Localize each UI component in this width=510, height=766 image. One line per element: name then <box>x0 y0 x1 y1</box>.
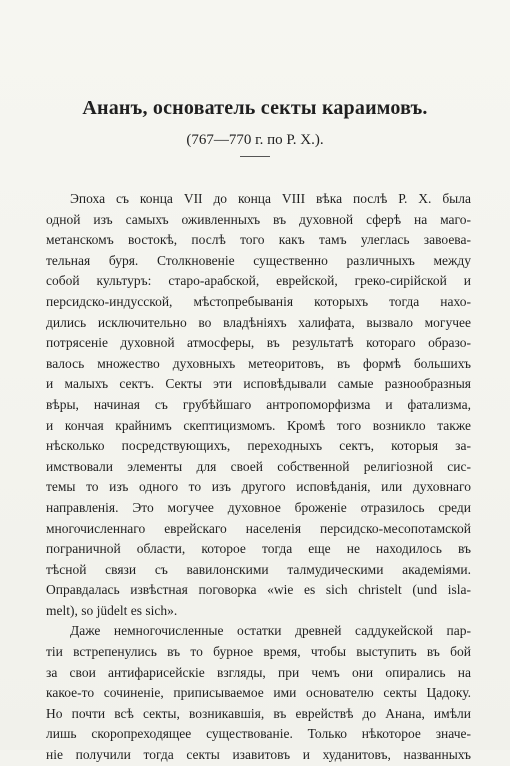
text-line: Оправдалась извѣстная поговорка «wie es sich christelt (und isla- <box>46 582 471 598</box>
section-divider <box>240 156 270 157</box>
text-line: собой культуръ: старо-арабской, еврейской, греко-сирійской и <box>46 273 471 289</box>
text-line: нѣсколько посредствующихъ, переходныхъ сектъ, которыя за- <box>46 438 471 454</box>
text-line: тіи встрепенулись въ то бурное время, чтобы выступить въ бой <box>46 644 471 660</box>
text-line: и малыхъ сектъ. Секты эти исповѣдывали самые разнообразныя <box>46 376 471 392</box>
text-line: темы то изъ одного то изъ другого исповѣданія, или духовнаго <box>46 479 471 495</box>
text-line: имствовали элементы для своей собственной религіозной сис- <box>46 458 471 474</box>
page-title: Ананъ, основатель секты караимовъ. <box>82 97 428 119</box>
text-line: метанскомъ востокѣ, послѣ того какъ тамъ улеглась завоева- <box>46 232 471 248</box>
text-line: ніе получили тогда секты изавитовъ и худанитовъ, названныхъ <box>46 747 471 763</box>
text-line: Но почти всѣ секты, возникавшія, въ еврействѣ до Анана, имѣли <box>46 705 471 721</box>
body-text <box>46 189 471 766</box>
text-line: лишь скоропреходящее существованіе. Только нѣкоторое значе- <box>46 726 471 742</box>
text-line: и кончая крайнимъ скептицизмомъ. Кромѣ того возникло также <box>46 417 471 433</box>
text-line: тельная буря. Столкновеніе существенно различныхъ между <box>46 252 471 268</box>
text-line: вѣры, начиная съ грубѣйшаго антропоморфизма и фатализма, <box>46 396 471 412</box>
text-line: дились исключительно во владѣніяхъ халифата, вызвало могучее <box>46 314 471 330</box>
text-line: Эпоха съ конца VII до конца VIII вѣка послѣ Р. Х. была <box>70 191 471 206</box>
text-line: за свои антифарисейскіе взгляды, при чемъ они опирались на <box>46 664 471 680</box>
text-line: направленія. Это могучее духовное броженіе отразилось среди <box>46 499 471 515</box>
text-line: одной изъ самыхъ оживленныхъ въ духовной сферѣ на маго- <box>46 211 471 227</box>
text-line: какое-то сочиненіе, приписываемое ими основателю секты Цадоку. <box>46 685 471 701</box>
text-line: валось множество духовныхъ метеоритовъ, въ формѣ большихъ <box>46 355 471 371</box>
date-range-subtitle: (767—770 г. по Р. Х.). <box>186 132 324 148</box>
text-line: Даже немногочисленные остатки древней саддукейской пар- <box>70 623 471 639</box>
text-line: потрясеніе духовной атмосферы, въ результатѣ котораго образо- <box>46 335 471 351</box>
text-line: персидско-индусской, мѣстопребыванія которыхъ тогда нахо- <box>46 293 471 309</box>
text-line: melt), so jüdelt es sich». <box>46 602 178 618</box>
text-line: пограничной области, которое тогда еще не находилось въ <box>46 541 471 557</box>
text-line: тѣсной связи съ вавилонскими талмудическими академіями. <box>46 561 471 577</box>
text-line: многочисленнаго еврейскаго населенія персидско-месопотамской <box>46 520 471 536</box>
